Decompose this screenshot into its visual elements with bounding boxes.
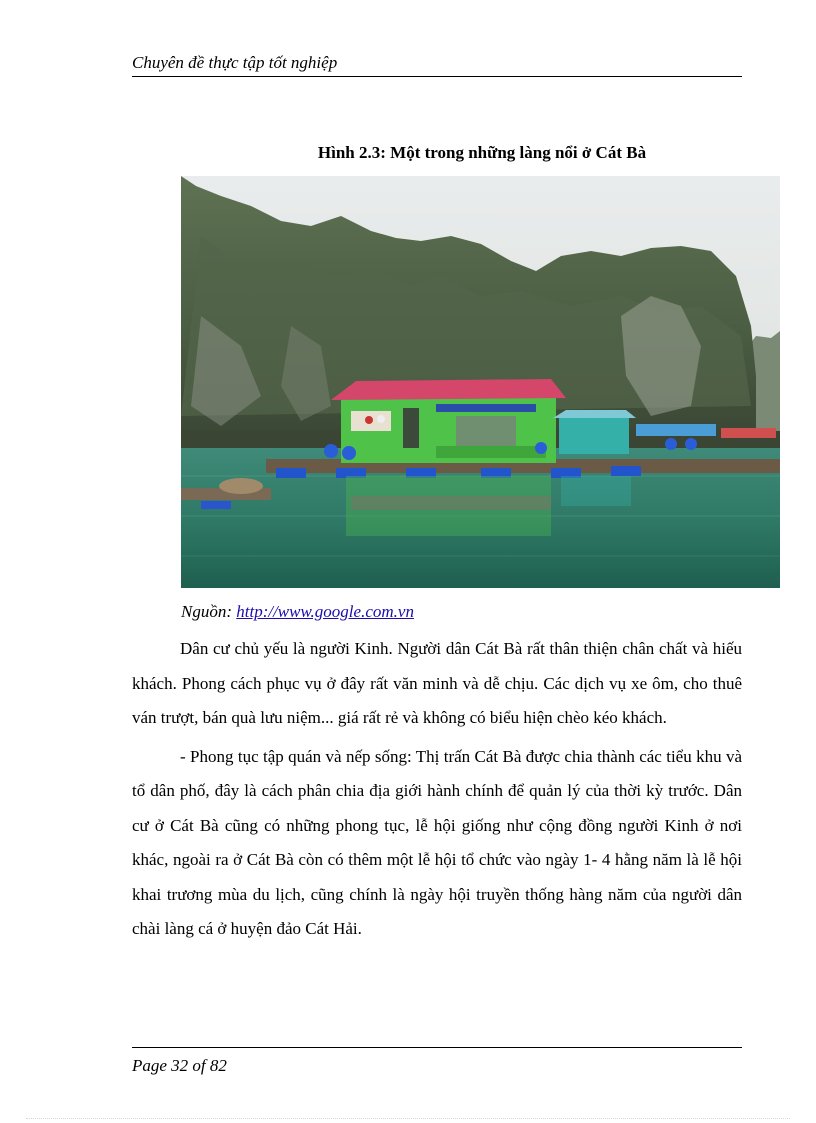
page-footer: Page 32 of 82 — [132, 1047, 742, 1076]
body-text — [132, 632, 742, 951]
source-label: Nguồn: — [181, 602, 232, 621]
figure-title: Hình 2.3: Một trong những làng nổi ở Cát Bà — [317, 143, 647, 162]
figure-source — [181, 602, 414, 622]
page-edge-divider — [26, 1118, 790, 1119]
floating-village-photo — [181, 176, 780, 588]
source-link[interactable]: http://www.google.com.vn — [236, 602, 414, 621]
page-header: Chuyên đề thực tập tốt nghiệp — [132, 52, 742, 77]
paragraph: Dân cư chủ yếu là người Kinh. Người dân Cát Bà rất thân thiện chân chất và hiếu khách. Phong cách phục vụ ở đây rất văn minh và dễ chịu. Các dịch vụ xe ôm, cho thuê ván trượt, bán quà lưu niệm... giá rất rẻ và không có biểu hiện chèo kéo khách. — [132, 639, 742, 727]
paragraph: - Phong tục tập quán và nếp sống: Thị trấn Cát Bà được chia thành các tiểu khu và tổ dân phố, đây là cách phân chia địa giới hành chính để quản lý của thời kỳ trước. Dân cư ở Cát Bà cũng có những phong tục, lễ hội giống như cộng đồng người Kinh ở nơi khác, ngoài ra ở Cát Bà còn có thêm một lễ hội tổ chức vào ngày 1- 4 hằng năm là lễ hội khai trương mùa du lịch, cũng chính là ngày hội truyền thống hàng năm của người dân chài làng cá ở huyện đảo Cát Hải. — [132, 746, 742, 938]
